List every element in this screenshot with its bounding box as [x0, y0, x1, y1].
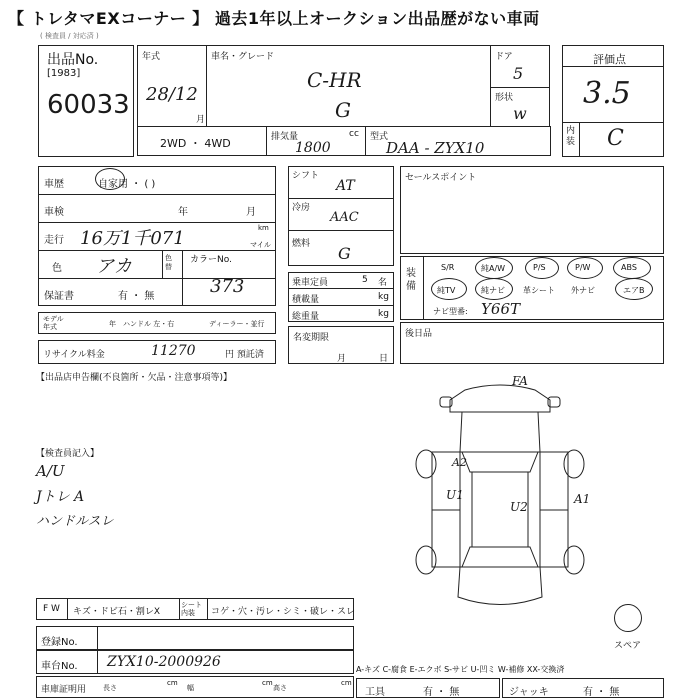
displacement-label: 排気量: [271, 132, 299, 142]
circle-airbag: [615, 278, 653, 300]
inspection-year-unit: 年: [178, 207, 188, 218]
aircon-value: AAC: [330, 210, 359, 225]
warranty-label: 保証書: [44, 291, 74, 302]
damage-legend: A-キズ C-腐食 E-エクボ S-サビ U-凹ミ W-補修 XX-交換済: [356, 665, 565, 674]
reg-expiry-month: 月: [337, 354, 347, 364]
recycle-label: リサイクル料金: [43, 350, 105, 360]
interior-codes-row: [36, 598, 354, 620]
lot-box: [38, 45, 134, 157]
vehicle-cert-label: 車庫証明用: [41, 685, 87, 695]
sales-point-box: [400, 166, 664, 254]
reg-expiry-cell: [288, 326, 394, 364]
shape-label: 形状: [495, 93, 514, 103]
registration-label: 登録No.: [41, 637, 78, 648]
shape-value: w: [513, 104, 527, 123]
history-circle: [95, 168, 125, 190]
model-grade: G: [335, 98, 351, 122]
lot-label: 出品No.: [47, 52, 99, 68]
door-value: 5: [513, 64, 524, 83]
circle-navi: [475, 278, 513, 300]
tools-cell: [356, 678, 500, 698]
model-code-cell: [365, 126, 551, 156]
model-cell: [206, 45, 491, 127]
header-title: 【 トレタマEXコーナー 】 過去1年以上オークション出品歴がない車両: [8, 9, 540, 28]
year-label: 年式: [142, 52, 161, 62]
gross-unit: kg: [378, 309, 389, 319]
mark-a2: A2: [452, 456, 467, 469]
recycle-unit: 円 預託済: [225, 350, 264, 360]
capacity-label: 乗車定員: [292, 278, 329, 288]
navi-model-value: Y66T: [481, 300, 520, 318]
equip-airbag: エアB: [623, 286, 645, 295]
chassis-value: ZYX10-2000926: [107, 654, 221, 670]
equip-ps: P/S: [533, 263, 546, 272]
postfit-label: 後日品: [405, 329, 433, 339]
vc-length: 長さ: [103, 684, 117, 692]
door-cell: [490, 45, 550, 127]
load-unit: kg: [378, 292, 389, 302]
circle-tv: [431, 278, 467, 300]
drive-cell: [137, 126, 267, 156]
recycle-value: 11270: [151, 343, 196, 359]
history-value: 自家用 ・ ( ): [98, 179, 156, 190]
model-year-unit: 年: [109, 320, 116, 328]
fuel-value: G: [338, 244, 351, 263]
mileage-unit-mile: マイル: [250, 241, 271, 249]
displacement-value: 1800: [295, 140, 331, 156]
wheel-rl: [416, 546, 436, 574]
reg-expiry-label: 名変期限: [293, 333, 330, 343]
tools-value: 有 ・ 無: [423, 687, 460, 698]
front-bumper: [450, 385, 550, 412]
vc-length-unit: cm: [167, 679, 178, 687]
fuel-label: 燃料: [292, 239, 311, 249]
warranty-value: 有 ・ 無: [118, 291, 155, 302]
capacity-value: 5: [362, 275, 368, 285]
model-year-label: モデル年式: [43, 315, 64, 331]
chassis-label: 車台No.: [41, 661, 78, 672]
mark-a1: A1: [574, 492, 591, 506]
equip-ext-navi: 外ナビ: [571, 286, 595, 295]
equip-pw: P/W: [575, 263, 591, 272]
model-code-label: 型式: [370, 132, 389, 142]
handle-side: ハンドル 左・右: [123, 320, 175, 328]
drive-label: 2WD ・ 4WD: [160, 137, 231, 150]
mileage-unit-km: km: [258, 224, 269, 232]
equip-tv: 純TV: [437, 286, 456, 295]
fw-items: キズ・ドビ石・割レX: [73, 607, 160, 617]
postfit-box: [400, 322, 664, 364]
year-unit: 月: [196, 115, 206, 125]
inspector-note-3: ハンドルスレ: [36, 514, 114, 529]
equip-sr: S/R: [441, 263, 455, 272]
aircon-label: 冷房: [292, 203, 311, 213]
tools-label: 工具: [365, 687, 385, 698]
score-value: 3.5: [583, 76, 631, 111]
door-label: ドア: [495, 52, 513, 62]
score-label: 評価点: [593, 53, 626, 66]
displacement-cell: [266, 126, 366, 156]
sales-point-label: セールスポイント: [405, 173, 477, 183]
history-label: 車歴: [44, 179, 64, 190]
seat-items: コゲ・穴・汚レ・シミ・破レ・スレ: [211, 607, 356, 617]
circle-aw: [475, 257, 513, 279]
load-label: 積載量: [292, 295, 320, 305]
inspection-label: 車検: [44, 207, 64, 218]
rear-window: [462, 547, 538, 567]
vehicle-cert-row: [36, 676, 354, 698]
mark-u1: U1: [446, 488, 464, 502]
spare-circle: [614, 604, 642, 632]
hood: [460, 412, 540, 452]
circle-ps: [525, 257, 559, 279]
car-diagram: [400, 372, 600, 632]
recycle-row: [38, 340, 276, 364]
color-value: アカ: [96, 256, 132, 277]
wheel-fl: [416, 450, 436, 478]
wheel-rr: [564, 546, 584, 574]
top-note: ( 検査員 / 対応済 ): [40, 32, 99, 40]
vc-width: 幅: [187, 684, 194, 692]
wheel-fr: [564, 450, 584, 478]
equip-leather: 革シート: [523, 286, 555, 295]
vc-height-unit: cm: [341, 679, 352, 687]
model-year-row: [38, 312, 276, 334]
jack-label: ジャッキ: [509, 687, 549, 698]
shift-label: シフト: [292, 171, 320, 181]
mark-fa: FA: [512, 374, 528, 388]
model-label: 車名・グレード: [211, 52, 275, 62]
color-swap-label: 色替: [165, 254, 172, 271]
equipment-label: 装備: [406, 268, 416, 292]
trunk: [458, 567, 542, 605]
vc-height: 高さ: [273, 684, 287, 692]
chassis-row: [36, 650, 354, 674]
navi-model-label: ナビ型番:: [433, 307, 468, 316]
registration-row: [36, 626, 354, 650]
seat-label: シート内装: [181, 601, 202, 617]
circle-abs: [613, 257, 651, 279]
capacity-unit: 名: [378, 278, 388, 288]
inspection-month-unit: 月: [246, 207, 256, 218]
gross-label: 総重量: [292, 312, 320, 322]
dealer-type: ディーラー・並行: [209, 320, 265, 328]
mark-u2: U2: [510, 500, 528, 514]
lot-number: 60033: [47, 90, 130, 120]
mileage-label: 走行: [44, 235, 64, 246]
reg-expiry-day: 日: [379, 354, 389, 364]
color-code-value: 373: [210, 276, 245, 297]
shift-value: AT: [336, 178, 355, 194]
color-label: 色: [52, 263, 62, 274]
equipment-box: [400, 256, 664, 320]
inspector-note-1: A/U: [36, 462, 65, 480]
jack-value: 有 ・ 無: [583, 687, 620, 698]
lot-code: [1983]: [47, 68, 81, 79]
inspector-notes-label: 【検査員記入】: [36, 449, 100, 459]
seller-notes-label: 【出品店申告欄(不良箇所・欠品・注意事項等)】: [36, 373, 233, 383]
interior-value: C: [607, 126, 624, 151]
color-code-label: カラーNo.: [190, 255, 232, 265]
spare-label: スペア: [614, 641, 642, 651]
equip-navi: 純ナビ: [481, 286, 505, 295]
equip-abs: ABS: [621, 263, 637, 272]
inspector-note-2: Jトレ A: [36, 489, 85, 505]
circle-pw: [567, 257, 603, 279]
model-name: C-HR: [307, 68, 362, 92]
jack-cell: [502, 678, 664, 698]
equip-aw: 純A/W: [481, 264, 506, 273]
mileage-value: 16万1千071: [80, 228, 185, 249]
windshield: [462, 452, 538, 472]
displacement-unit: cc: [349, 129, 359, 139]
model-code-value: DAA - ZYX10: [386, 139, 485, 157]
vc-width-unit: cm: [262, 679, 273, 687]
score-box: [562, 45, 664, 157]
year-value: 28/12: [146, 84, 198, 105]
fw-label: F W: [43, 604, 60, 614]
year-cell: [137, 45, 207, 127]
interior-label: 内装: [566, 126, 576, 147]
